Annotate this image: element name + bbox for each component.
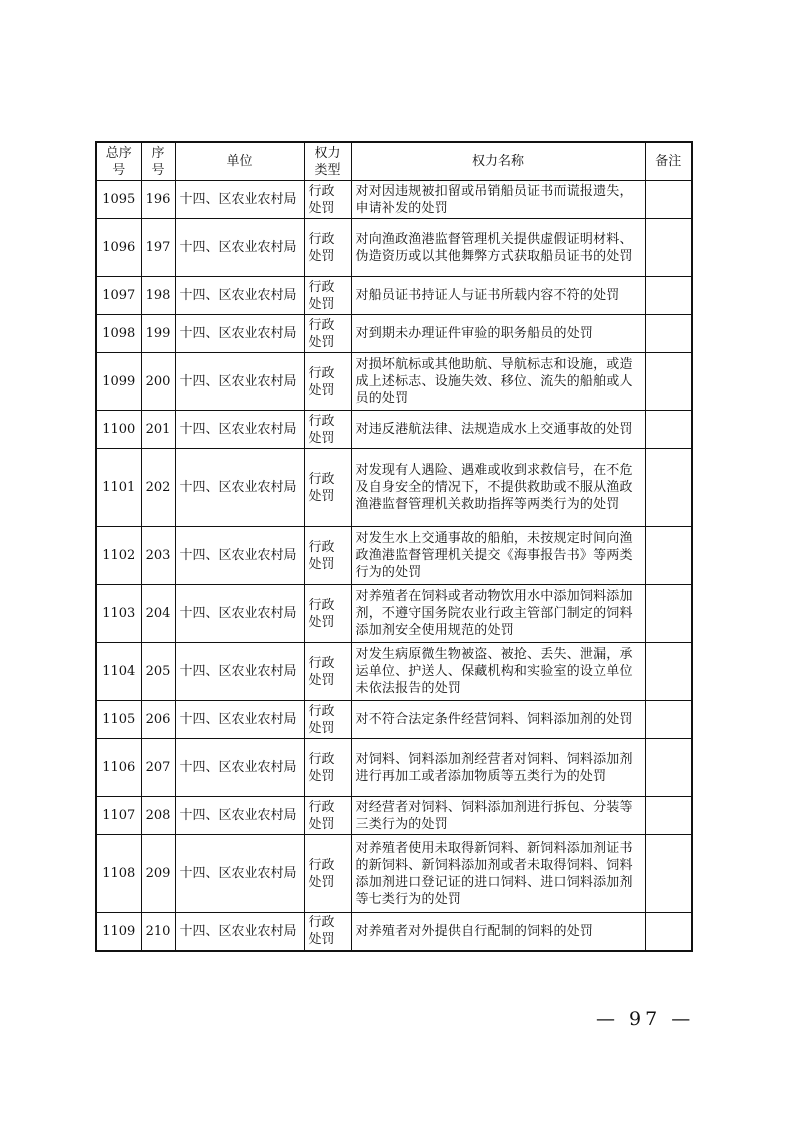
table-row [96,797,692,835]
cell-total-no: 1102 [96,527,141,585]
cell-unit: 十四、区农业农村局 [175,835,304,913]
power-list-table [95,141,693,952]
cell-unit: 十四、区农业农村局 [175,643,304,701]
cell-remark [645,835,692,913]
cell-power-type: 行政处罚 [304,643,351,701]
cell-total-no: 1106 [96,739,141,797]
cell-power-type: 行政处罚 [304,527,351,585]
cell-seq-no: 207 [141,739,175,797]
cell-total-no: 1109 [96,913,141,951]
cell-seq-no: 210 [141,913,175,951]
cell-remark [645,277,692,315]
cell-seq-no: 206 [141,701,175,739]
cell-seq-no: 200 [141,353,175,411]
cell-power-type: 行政处罚 [304,181,351,219]
cell-power-name: 对饲料、饲料添加剂经营者对饲料、饲料添加剂进行再加工或者添加物质等五类行为的处罚 [351,739,645,797]
cell-unit: 十四、区农业农村局 [175,353,304,411]
cell-unit: 十四、区农业农村局 [175,277,304,315]
cell-remark [645,219,692,277]
cell-total-no: 1097 [96,277,141,315]
cell-total-no: 1108 [96,835,141,913]
cell-seq-no: 202 [141,449,175,527]
cell-power-name: 对船员证书持证人与证书所载内容不符的处罚 [351,277,645,315]
cell-total-no: 1095 [96,181,141,219]
table-row [96,277,692,315]
cell-power-name: 对对因违规被扣留或吊销船员证书而谎报遗失，申请补发的处罚 [351,181,645,219]
cell-total-no: 1098 [96,315,141,353]
table-row [96,411,692,449]
cell-seq-no: 196 [141,181,175,219]
cell-seq-no: 204 [141,585,175,643]
table-row [96,527,692,585]
cell-power-name: 对不符合法定条件经营饲料、饲料添加剂的处罚 [351,701,645,739]
header-unit: 单位 [175,142,304,181]
cell-unit: 十四、区农业农村局 [175,219,304,277]
table-row [96,643,692,701]
cell-remark [645,739,692,797]
cell-seq-no: 205 [141,643,175,701]
cell-power-name: 对发生病原微生物被盗、被抢、丢失、泄漏，承运单位、护送人、保藏机构和实验室的设立单位未依法报告的处罚 [351,643,645,701]
table-row [96,181,692,219]
header-total-no: 总序号 [96,142,141,181]
cell-seq-no: 197 [141,219,175,277]
table-row [96,913,692,951]
cell-power-type: 行政处罚 [304,797,351,835]
cell-power-type: 行政处罚 [304,913,351,951]
cell-unit: 十四、区农业农村局 [175,913,304,951]
table-row [96,219,692,277]
page-number: — 97 — [596,1008,695,1030]
cell-unit: 十四、区农业农村局 [175,585,304,643]
table-row [96,585,692,643]
cell-remark [645,449,692,527]
cell-seq-no: 208 [141,797,175,835]
table-row [96,739,692,797]
cell-remark [645,585,692,643]
cell-seq-no: 198 [141,277,175,315]
cell-remark [645,797,692,835]
cell-remark [645,315,692,353]
header-power-type: 权力类型 [304,142,351,181]
cell-unit: 十四、区农业农村局 [175,411,304,449]
cell-power-name: 对养殖者在饲料或者动物饮用水中添加饲料添加剂，不遵守国务院农业行政主管部门制定的饲料添加剂安全使用规范的处罚 [351,585,645,643]
cell-power-name: 对违反港航法律、法规造成水上交通事故的处罚 [351,411,645,449]
cell-power-type: 行政处罚 [304,701,351,739]
cell-remark [645,913,692,951]
table-row [96,315,692,353]
cell-power-name: 对发现有人遇险、遇难或收到求救信号，在不危及自身安全的情况下，不提供救助或不服从渔政渔港监督管理机关救助指挥等两类行为的处罚 [351,449,645,527]
cell-seq-no: 199 [141,315,175,353]
cell-unit: 十四、区农业农村局 [175,701,304,739]
table-body [96,181,692,951]
cell-seq-no: 203 [141,527,175,585]
header-power-name: 权力名称 [351,142,645,181]
cell-total-no: 1103 [96,585,141,643]
cell-remark [645,701,692,739]
cell-unit: 十四、区农业农村局 [175,315,304,353]
cell-remark [645,411,692,449]
cell-unit: 十四、区农业农村局 [175,797,304,835]
cell-power-name: 对损坏航标或其他助航、导航标志和设施，或造成上述标志、设施失效、移位、流失的船舶或人员的处罚 [351,353,645,411]
cell-power-type: 行政处罚 [304,315,351,353]
cell-power-type: 行政处罚 [304,277,351,315]
header-seq-no: 序号 [141,142,175,181]
cell-total-no: 1096 [96,219,141,277]
cell-power-type: 行政处罚 [304,219,351,277]
cell-total-no: 1100 [96,411,141,449]
cell-power-name: 对到期未办理证件审验的职务船员的处罚 [351,315,645,353]
cell-unit: 十四、区农业农村局 [175,527,304,585]
cell-power-type: 行政处罚 [304,585,351,643]
cell-power-name: 对经营者对饲料、饲料添加剂进行拆包、分装等三类行为的处罚 [351,797,645,835]
table-row [96,353,692,411]
cell-remark [645,643,692,701]
cell-power-name: 对发生水上交通事故的船舶，未按规定时间向渔政渔港监督管理机关提交《海事报告书》等两类行为的处罚 [351,527,645,585]
cell-total-no: 1104 [96,643,141,701]
cell-total-no: 1099 [96,353,141,411]
cell-power-name: 对养殖者使用未取得新饲料、新饲料添加剂证书的新饲料、新饲料添加剂或者未取得饲料、饲料添加剂进口登记证的进口饲料、进口饲料添加剂等七类行为的处罚 [351,835,645,913]
cell-power-name: 对向渔政渔港监督管理机关提供虚假证明材料、伪造资历或以其他舞弊方式获取船员证书的处罚 [351,219,645,277]
cell-seq-no: 201 [141,411,175,449]
cell-unit: 十四、区农业农村局 [175,449,304,527]
cell-remark [645,353,692,411]
header-remark: 备注 [645,142,692,181]
cell-total-no: 1101 [96,449,141,527]
cell-total-no: 1107 [96,797,141,835]
cell-power-type: 行政处罚 [304,411,351,449]
cell-seq-no: 209 [141,835,175,913]
cell-power-type: 行政处罚 [304,835,351,913]
cell-remark [645,181,692,219]
table-row [96,701,692,739]
table-row [96,449,692,527]
table-row [96,835,692,913]
cell-power-type: 行政处罚 [304,449,351,527]
cell-power-type: 行政处罚 [304,739,351,797]
cell-total-no: 1105 [96,701,141,739]
cell-remark [645,527,692,585]
cell-power-type: 行政处罚 [304,353,351,411]
cell-unit: 十四、区农业农村局 [175,181,304,219]
table-header-row [96,142,692,181]
cell-power-name: 对养殖者对外提供自行配制的饲料的处罚 [351,913,645,951]
cell-unit: 十四、区农业农村局 [175,739,304,797]
